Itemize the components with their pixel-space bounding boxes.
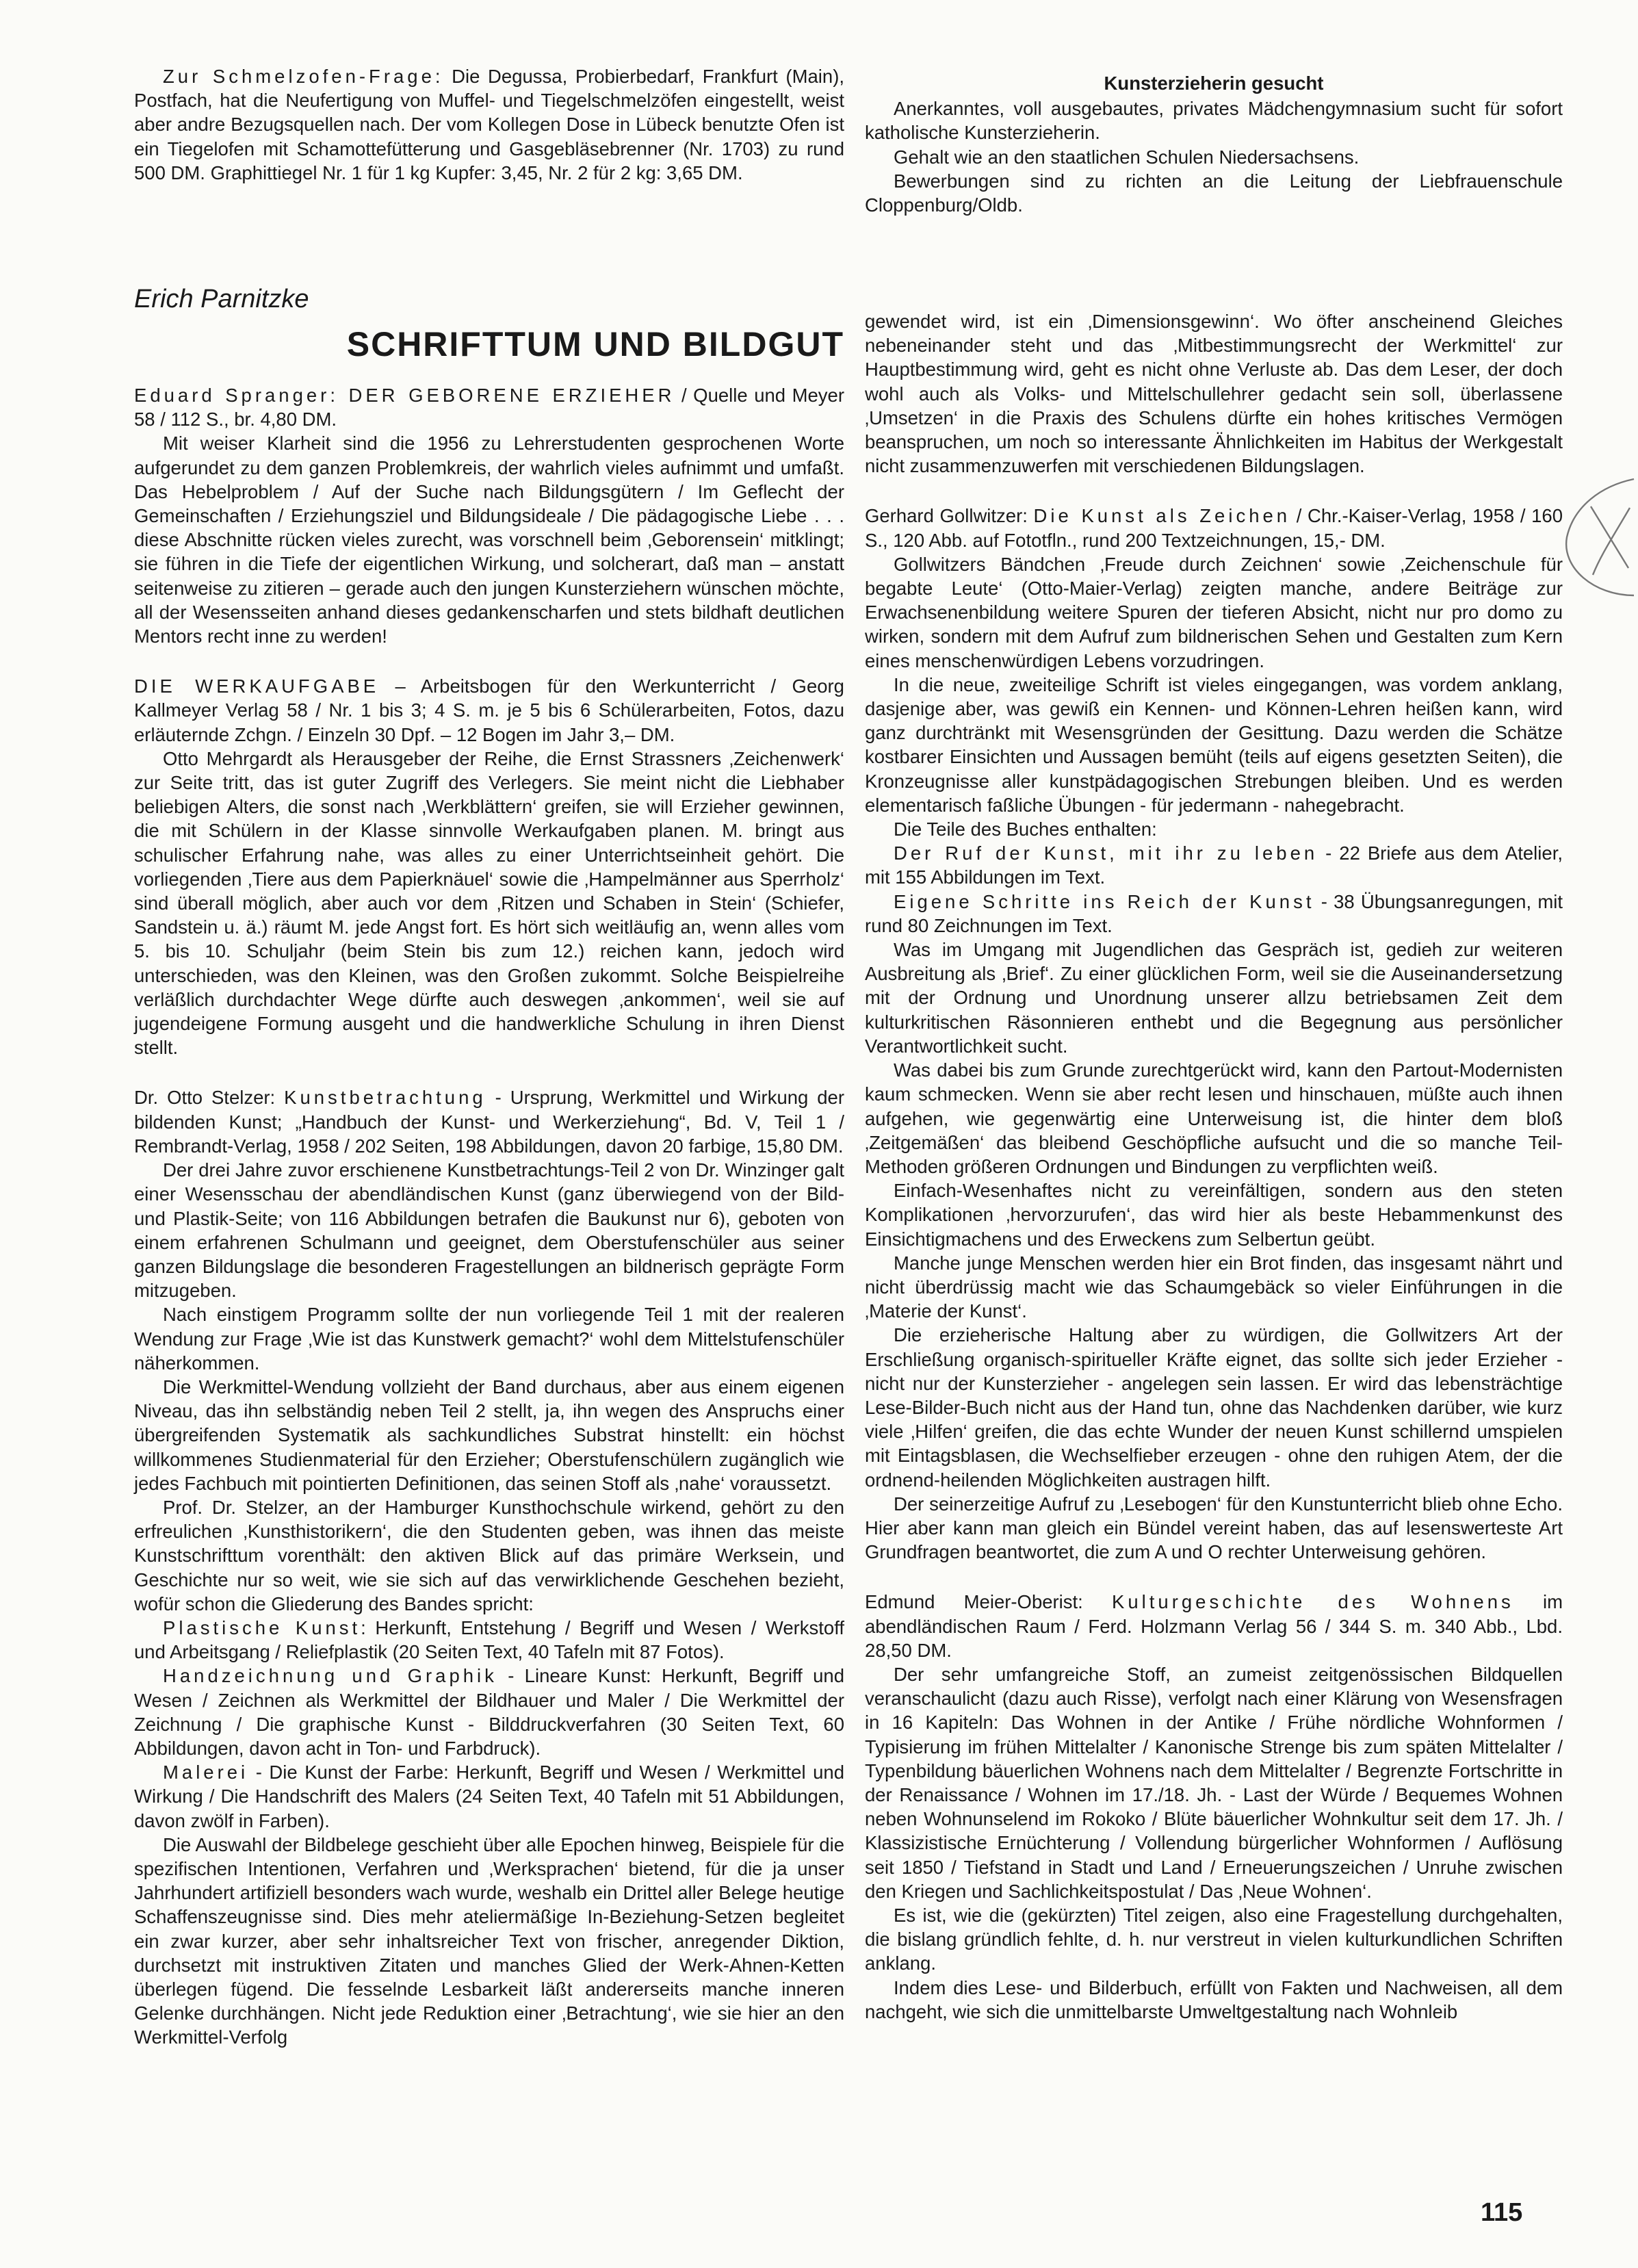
article-paragraph — [865, 673, 1563, 817]
notice-kunsterzieherin — [865, 71, 1563, 217]
paragraph-text: Edmund Meier-Oberist: — [865, 1591, 1113, 1613]
paragraph-text: - Ursprung, Werkmittel und Wirkung der bildenden Kunst; „Handbuch der Kunst- und Werkerziehung“, Bd. V, Teil 1 / Rembrandt-Verlag, 1958 / 202 Seiten, 198 Abbildungen, davon 20 farbige, 15,80 DM. — [134, 1087, 845, 1157]
article-paragraph — [865, 841, 1563, 889]
section-gap — [134, 648, 844, 674]
article-paragraph — [865, 1590, 1563, 1662]
paragraph-text: Otto Mehrgardt als Herausgeber der Reihe, die Ernst Strassners ‚Zeichenwerk‘ zur Seite tritt, das ist guter Zugriff des Verlegers. Sie meint nicht die Liebhaber beliebigen Alters, die sonst nach ‚Werkblättern‘ greifen, sie will Erzieher gewinnen, die mit Schülern in der Klasse sinnvolle Werkaufgaben planen. M. bringt aus schulischer Erfahrung nahe, was alles zu einer Unterrichtseinheit gehört. Die vorliegenden ‚Tiere aus dem Papierknäuel‘ sowie die ‚Hampelmänner aus Sperrholz‘ sind überall möglich, aber auch vor dem ‚Ritzen und Schaben in Stein‘ (Schiefer, Sandstein u. ä.) räumt M. jede Angst fort. Es hört sich weitläufig an, wenn alles vom 5. bis 10. Schuljahr (beim Stein bis zum 12.) reichen kann, jedoch wird unterschieden, was den Kleinen, was den Großen zukommt. Solche Beispielreihe verläßlich durchdachter Wege dürfte auch deswegen ‚ankommen‘, weil sie auf jugendeigene Formung ausgeht und die handwerkliche Schulung in ihren Dienst stellt. — [134, 747, 844, 1059]
paragraph-text: - Lineare Kunst: Herkunft, Begriff und Wesen / Zeichnen als Werkmittel der Bildhauer und Maler / Die Werkmittel der Zeichnung / Die graphische Kunst - Bilddruckverfahren (30 Seiten Text, 60 Abbildungen, davon acht in Ton- und Farbdruck). — [134, 1665, 845, 1759]
section-gap — [134, 1059, 844, 1085]
article-paragraph — [134, 1158, 844, 1302]
notice-text: Die Degussa, Probierbedarf, Frankfurt (Main), Postfach, hat die Neufertigung von Muffel- und Tiegelschmelzöfen eingestellt, weist aber andre Bezugsquellen nach. Der vom Kollegen Dose in Lübeck benutzte Ofen ist ein Tiegelofen mit Schamottefütterung und Gasgebläsebrenner (Nr. 1703) zu rund 500 DM. Graphittiegel Nr. 1 für 1 kg Kupfer: 3,45, Nr. 2 für 2 kg: 3,65 DM. — [134, 66, 844, 183]
paragraph-text: gewendet wird, ist ein ‚Dimensionsgewinn‘. Wo öfter anscheinend Gleiches nebeneinander steht und das ‚Mitbestimmungsrecht der Werkmittel‘ zur Hauptbestimmung wird, geht es nicht ohne Verluste ab. Das dem Leser, der doch wohl auch als Volks- und Mittelschullehrer gedacht sein soll, überlassene ‚Umsetzen‘ in die Praxis des Schulens dürfte ein hohes kritisches Vermögen beanspruchen, um noch so interessante Ähnlichkeiten im Habitus der Werkgestalt nicht zusammenzuwerfen mit verschiedenen Bildungslagen. — [865, 311, 1563, 477]
paragraph-text: Was im Umgang mit Jugendlichen das Gespräch ist, gedieh zur weiteren Ausbreitung als ‚Brief‘. Zu einer glücklichen Form, weil sie die Auseinandersetzung mit der Ordnung und Unordnung unserer allzu betriebsamen Zeit dem kulturkritischen Räsonnieren enthebt und die Begegnung aus persönlicher Verantwortlichkeit sucht. — [865, 939, 1563, 1057]
article-paragraph — [134, 674, 844, 747]
article-paragraph — [865, 817, 1563, 841]
paragraph-text: Manche junge Menschen werden hier ein Brot finden, das insgesamt nährt und nicht überdrüssig macht wie das Schaumgebäck so vieler Einführungen in die ‚Materie der Kunst‘. — [865, 1252, 1563, 1322]
spaced-title: Handzeichnung und Graphik — [163, 1665, 497, 1687]
notice-paragraph: Bewerbungen sind zu richten an die Leitung der Liebfrauenschule Cloppenburg/Oldb. — [865, 170, 1563, 216]
spaced-title: Eigene Schritte ins Reich der Kunst — [894, 890, 1315, 912]
paragraph-text: - 38 Übungsanregungen, mit rund 80 Zeichnungen im Text. — [865, 890, 1563, 936]
spaced-title: DIE WERKAUFGABE — [134, 675, 380, 697]
paragraph-text: Gollwitzers Bändchen ‚Freude durch Zeichnen‘ sowie ‚Zeichenschule für begabte Leute‘ (Otto-Maier-Verlag) zeigten manche, andere Beiträge zur Erwachsenenbildung weitere Spuren der tieferen Absicht, nicht nur pro domo zu wirken, sondern mit dem Aufruf zum bildnerischen Sehen und Gestalten zum Kern eines menschenwürdigen Lebens vorzudringen. — [865, 553, 1563, 671]
paragraph-text: Die Auswahl der Bildbelege geschieht über alle Epochen hinweg, Beispiele für die spezifischen Intentionen, Verfahren und ‚Werksprachen‘ bietend, für die ja unser Jahrhundert artifiziell besonders wach wurde, weshalb ein Drittel aller Belege heutige Schaffenszeugnisse sind. Dies mehr ateliermäßige In-Beziehung-Setzen begleitet ein zwar kurzer, aber sehr inhaltsreicher Text von frischer, anregender Diktion, durchsetzt mit instruktiven Zitaten und manches Glied der Werk-Ahnen-Ketten überlegen fügend. Die fesselnde Lesbarkeit läßt andererseits manche inneren Gelenke durchhängen. Nicht jede Reduktion einer ‚Betrachtung‘, wie sie hier an den Werkmittel-Verfolg — [134, 1833, 844, 2048]
notice-paragraph — [134, 64, 844, 185]
notice-title: Kunsterzieherin gesucht — [1104, 73, 1324, 94]
left-column — [134, 383, 844, 2050]
notice-paragraph: Anerkanntes, voll ausgebautes, privates Mädchengymnasium sucht für sofort katholische Kunsterzieherin. — [865, 98, 1563, 144]
paragraph-text: In die neue, zweiteilige Schrift ist vieles eingegangen, was vordem anklang, dasjenige aber, was gewiß ein Kennen- und Können-Lehren heißen kann, wird ganz durchtränkt mit Wesensgründen der Gesittung. Dazu werden die Schätze kostbarer Einsichten und Aussagen bemüht (teils auf eigens gesetzten Seiten), die Kronzeugnisse aller kunstpädagogischen Strebungen bleiben. Und es werden elementarisch faßliche Übungen - für jedermann - nahegebracht. — [865, 673, 1563, 816]
paragraph-text: Mit weiser Klarheit sind die 1956 zu Lehrerstudenten gesprochenen Worte aufgerundet zu dem ganzen Problemkreis, der wahrlich vieles aufnimmt und umfaßt. Das Hebelproblem / Auf der Suche nach Bildungsgütern / Im Geflecht der Gemeinschaften / Erziehungsziel und Bildungsideale / Die pädagogische Liebe . . . diese Abschnitte rücken vieles zurecht, was vorschnell beim ‚Geborensein‘ mitklingt; sie führen in die Tiefe der eigentlichen Wirkung, und solcherart, daß man – anstatt seitenweise zu zitieren – gerade auch den jungen Kunsterziehern wünschen möchte, all der Wesensseiten anhand dieses gedankenscharfen und stets bildhaft deutlichen Mentors recht inne zu werden! — [134, 433, 844, 647]
paragraph-text: Die Teile des Buches enthalten: — [894, 819, 1157, 840]
article-paragraph — [134, 747, 844, 1060]
article-paragraph — [134, 431, 844, 648]
article-paragraph — [134, 1664, 844, 1760]
article-paragraph — [865, 890, 1563, 938]
article-heading: SCHRIFTTUM UND BILDGUT — [346, 325, 844, 363]
article-paragraph — [865, 1662, 1563, 1903]
notice-schmelzofen — [134, 64, 844, 185]
paragraph-text: Einfach-Wesenhaftes nicht zu vereinfältigen, sondern aus den steten Komplikationen ‚hervorzurufen‘, das wird hier als beste Hebammenkunst des Einsichtigmachens und des Erweckens zum Selbertun geübt. — [865, 1180, 1563, 1250]
paragraph-text: Was dabei bis zum Grunde zurechtgerückt wird, kann den Partout-Modernisten kaum schmecken. Wenn sie aber recht lesen und hinschauen, müßte auch ihnen aufgehen, wie gegenwärtig eine Unterweisung ist, die hinter dem bloß ‚Zeitgemäßen‘ das bleibend Geschöpfliche aufsucht und die so manche Teil-Methoden größeren Ordnungen und Bindungen zu verpflichten weiß. — [865, 1059, 1563, 1177]
article-paragraph — [134, 1085, 844, 1158]
paragraph-text: Es ist, wie die (gekürzten) Titel zeigen, also eine Fragestellung durchgehalten, die bislang gründlich fehlte, d. h. nur verstreut in vielen kulturkundlichen Schriften anklang. — [865, 1905, 1563, 1974]
paragraph-text: / Chr.-Kaiser-Verlag, 1958 / 160 S., 120 Abb. auf Fototfln., rund 200 Textzeichnungen, 15,- DM. — [865, 505, 1563, 551]
paragraph-text: : Herkunft, Entstehung / Begriff und Wesen / Werkstoff und Arbeitsgang / Reliefplastik (20 Seiten Text, 40 Tafeln mit 87 Fotos). — [134, 1616, 844, 1663]
paragraph-text: Indem dies Lese- und Bilderbuch, erfüllt von Fakten und Nachweisen, all dem nachgeht, wie sich die unmittelbarste Umweltgestaltung nach Wohnleib — [865, 1976, 1563, 2022]
article-paragraph — [134, 1833, 844, 2050]
spaced-title: Eduard Spranger: DER GEBORENE ERZIEHER — [134, 385, 675, 406]
spaced-title: Kulturgeschichte des Wohnens — [1112, 1591, 1514, 1613]
article-paragraph — [865, 1903, 1563, 1976]
article-paragraph — [134, 1495, 844, 1616]
article-author: Erich Parnitzke — [134, 285, 309, 313]
spaced-title: Malerei — [163, 1762, 249, 1783]
paragraph-text: Prof. Dr. Stelzer, an der Hamburger Kunsthochschule wirkend, gehört zu den erfreulichen ‚Kunsthistorikern‘, die den Studenten geben, was ihnen das meiste Kunstschrifttum vorenthält: den aktiven Blick auf das primäre Werksein, und Geschichte nur so weit, wie sie sich auf das verwirklichende Geschehen bezieht, wofür schon die Gliederung des Bandes spricht: — [134, 1496, 844, 1614]
paragraph-text: Die Werkmittel-Wendung vollzieht der Band durchaus, aber aus einem eigenen Niveau, das ihn selbständig neben Teil 2 stellt, ja, ihn wegen des Anspruchs einer übergreifenden Systematik als sachkundliches Substrat hinstellt: ein höchst willkommenes Studienmaterial für den Erzieher; Oberstufenschülern zugänglich wie jedes Fachbuch mit pointierten Definitionen, das seinen Stoff als ‚nahe‘ voraussetzt. — [134, 1376, 844, 1494]
spaced-title: Kunstbetrachtung — [284, 1087, 486, 1109]
paragraph-text: - Die Kunst der Farbe: Herkunft, Begriff und Wesen / Werkmittel und Wirkung / Die Handschrift des Malers (24 Seiten Text, 40 Tafeln mit 51 Abbildungen, davon zwölf in Farben). — [134, 1762, 844, 1831]
section-gap — [865, 478, 1563, 504]
spaced-title: Plastische Kunst — [163, 1616, 361, 1638]
paragraph-text: Der sehr umfangreiche Stoff, an zumeist zeitgenössischen Bildquellen veranschaulicht (dazu auch Risse), verfolgt nach einer Klärung von Wesensfragen in 16 Kapiteln: Das Wohnen in der Antike / Frühe nördliche Wohnformen / Typisierung im frühen Mittelalter / Kanonische Strenge bis zum späten Mittelalter / Typenbildung bäuerlichen Wohnens nach dem Mittelalter / Begrenzte Fortschritte in der Renaissance / Wohnen im 17./18. Jh. - Last der Würde / Bequemes Wohnen neben Wohnunselend im Rokoko / Blüte bäuerlicher Wohnkultur seit dem 17. Jh. / Klassizistische Ernüchterung / Vollendung bürgerlicher Wohnformen / Auflösung seit 1850 / Tiefstand in Stadt und Land / Erneuerungszeichen / Unruhe zwischen den Kriegen und Sachlichkeitspostulat / Das ‚Neue Wohnen‘. — [865, 1663, 1563, 1902]
article-paragraph — [134, 1616, 844, 1664]
article-paragraph — [865, 1492, 1563, 1564]
paragraph-text: Die erzieherische Haltung aber zu würdigen, die Gollwitzers Art der Erschließung organisch-spiritueller Kräfte eignet, das sollte sich jeder Erzieher - nicht nur der Kunsterzieher - angelegen sein lassen. Er wird das lebensträchtige Lese-Bilder-Buch nicht aus der Hand tun, ohne das Nachdenken darüber, wie kurz viele ‚Hilfen‘ greifen, die das echte Wunder der neuen Kunst schillernd umspielen mit Eintagsblasen, die Wechselfieber erzeugen - ohne den ruhigen Atem, der die ordnend-heilenden Möglichkeiten austragen hilft. — [865, 1324, 1563, 1491]
spaced-title: Die Kunst als Zeichen — [1033, 505, 1291, 527]
spaced-title: Der Ruf der Kunst, mit ihr zu leben — [894, 842, 1318, 864]
paragraph-text: Nach einstigem Programm sollte der nun vorliegende Teil 1 mit der realeren Wendung zur Frage ‚Wie ist das Kunstwerk gemacht?‘ wohl dem Mittelstufenschüler näherkommen. — [134, 1304, 844, 1374]
article-paragraph — [134, 1302, 844, 1375]
article-paragraph — [865, 552, 1563, 673]
article-paragraph — [865, 1976, 1563, 2024]
paragraph-text: / Quelle und Meyer 58 / 112 S., br. 4,80 DM. — [134, 385, 844, 430]
notice-label: Zur Schmelzofen-Frage: — [163, 66, 444, 87]
paragraph-text: Gerhard Gollwitzer: — [865, 505, 1034, 527]
article-paragraph — [134, 383, 844, 431]
article-paragraph — [134, 1375, 844, 1495]
article-paragraph — [865, 938, 1563, 1058]
article-paragraph — [865, 1178, 1563, 1251]
article-paragraph — [865, 504, 1563, 552]
article-paragraph — [865, 1251, 1563, 1324]
page-number: 115 — [1481, 2198, 1523, 2227]
paragraph-text: – Arbeitsbogen für den Werkunterricht / Georg Kallmeyer Verlag 58 / Nr. 1 bis 3; 4 S. m. je 5 bis 6 Schülerarbeiten, Fotos, dazu erläuternde Zchgn. / Einzeln 30 Dpf. – 12 Bogen im Jahr 3,– DM. — [134, 675, 844, 745]
article-paragraph — [134, 1760, 844, 1833]
paragraph-text: Der seinerzeitige Aufruf zu ‚Lesebogen‘ für den Kunstunterricht blieb ohne Echo. Hier aber kann man gleich ein Bündel vereint haben, das auf lesenswerteste Art Grundfragen beantwortet, die zum A und O rechter Unterweisung gehören. — [865, 1493, 1563, 1563]
notice-paragraph: Gehalt wie an den staatlichen Schulen Niedersachsens. — [894, 146, 1360, 168]
paragraph-text: - 22 Briefe aus dem Atelier, mit 155 Abbildungen im Text. — [865, 842, 1563, 888]
paragraph-text: im abendländischen Raum / Ferd. Holzmann Verlag 56 / 344 S. m. 340 Abb., Lbd. 28,50 DM. — [865, 1591, 1563, 1661]
paragraph-text: Dr. Otto Stelzer: — [134, 1087, 285, 1109]
article-paragraph — [865, 1058, 1563, 1178]
right-column — [865, 309, 1563, 2024]
article-paragraph — [865, 309, 1563, 478]
paragraph-text: Der drei Jahre zuvor erschienene Kunstbetrachtungs-Teil 2 von Dr. Winzinger galt einer Wesensschau der abendländischen Kunst (ganz überwiegend von der Bild- und Plastik-Seite; von 116 Abbildungen betrafen die Baukunst nur 6), geboten von einem erfahrenen Schulmann und geeignet, dem Oberstufenschüler aus seiner ganzen Bildungslage die besonderen Fragestellungen an bildnerisch geprägte Form mitzugeben. — [134, 1159, 844, 1302]
handwritten-mark — [1553, 465, 1638, 609]
section-gap — [865, 1564, 1563, 1590]
article-paragraph — [865, 1323, 1563, 1491]
